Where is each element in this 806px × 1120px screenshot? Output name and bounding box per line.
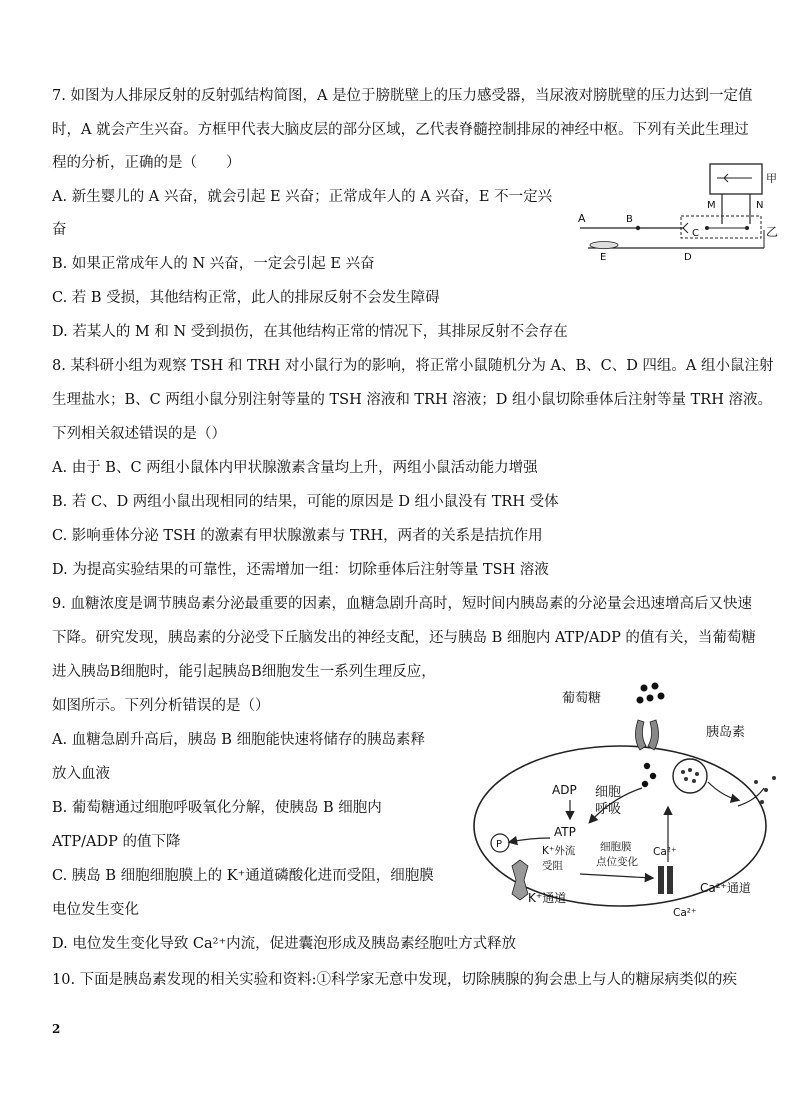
q9-option-c-cont: 电位发生变化: [52, 902, 139, 918]
calcium-channel-label: Ca²⁺通道: [700, 881, 751, 895]
q8-stem-line-1: 8. 某科研小组为观察 TSH 和 TRH 对小鼠行为的影响，将正常小鼠随机分为 A、B、C、D 四组。A 组小鼠注射: [52, 358, 774, 374]
calcium-outside-label: Ca²⁺: [673, 907, 697, 919]
membrane-label-2: 点位变化: [596, 856, 638, 868]
q9-option-c: C. 胰岛 B 细胞细胞膜上的 K⁺通道磷酸化进而受阻，细胞膜: [52, 868, 434, 884]
adp-label: ADP: [552, 783, 577, 797]
a-label: A: [578, 212, 586, 225]
q8-stem-line-3: 下列相关叙述错误的是（）: [52, 426, 226, 442]
q8-option-d: D. 为提高实验结果的可靠性，还需增加一组：切除垂体后注射等量 TSH 溶液: [52, 562, 549, 578]
insulin-label: 胰岛素: [706, 725, 746, 740]
respiration-label-1: 细胞: [595, 785, 622, 800]
q9-stem-line-2: 下降。研究发现，胰岛素的分泌受下丘脑发出的神经支配，还与胰岛 B 细胞内 ATP/ADP 的值有关，当葡萄糖: [52, 630, 756, 646]
page-number: 2: [52, 1022, 61, 1036]
atp-label: ATP: [554, 825, 576, 839]
k-channel-label: K⁺通道: [528, 891, 567, 905]
d-label: D: [684, 252, 692, 263]
q9-option-b: B. 葡萄糖通过细胞呼吸氧化分解，使胰岛 B 细胞内: [52, 800, 382, 816]
q9-option-d: D. 电位发生变化导致 Ca²⁺内流，促进囊泡形成及胰岛素经胞吐方式释放: [52, 936, 517, 952]
q9-option-a: A. 血糖急剧升高后，胰岛 B 细胞能快速将储存的胰岛素释: [52, 732, 426, 748]
q9-option-b-cont: ATP/ADP 的值下降: [52, 834, 181, 850]
q7-stem-line-3: 程的分析，正确的是（ ）: [52, 155, 241, 171]
q7-option-d: D. 若某人的 M 和 N 受到损伤，在其他结构正常的情况下，其排尿反射不会存在: [52, 324, 568, 340]
q7-stem-line-2: 时，A 就会产生兴奋。方框甲代表大脑皮层的部分区域，乙代表脊髓控制排尿的神经中枢。下列有关此生理过: [52, 122, 749, 138]
membrane-label-1: 细胞膜: [600, 841, 632, 853]
phosphate-label: P: [496, 839, 503, 850]
q7-option-b: B. 如果正常成年人的 N 兴奋，一定会引起 E 兴奋: [52, 256, 375, 272]
yi-label: 乙: [766, 225, 779, 239]
beta-cell-figure: [470, 678, 790, 923]
q10-stem-line-1: 10. 下面是胰岛素发现的相关实验和资料:①科学家无意中发现，切除胰腺的狗会患上与人的糖尿病类似的疾: [52, 972, 738, 988]
m-label: M: [707, 200, 716, 211]
n-label: N: [756, 200, 764, 211]
q8-option-a: A. 由于 B、C 两组小鼠体内甲状腺激素含量均上升，两组小鼠活动能力增强: [52, 460, 538, 476]
q7-option-a: A. 新生婴儿的 A 兴奋，就会引起 E 兴奋；正常成年人的 A 兴奋，E 不一定兴: [52, 189, 553, 205]
q7-option-c: C. 若 B 受损，其他结构正常，此人的排尿反射不会发生障碍: [52, 290, 440, 306]
e-label: E: [600, 252, 607, 263]
k-efflux-label-2: 受阻: [542, 860, 563, 872]
q9-stem-line-3: 进入胰岛B细胞时，能引起胰岛B细胞发生一系列生理反应，: [52, 664, 436, 680]
q9-stem-line-4: 如图所示。下列分析错误的是（）: [52, 698, 270, 714]
q7-option-a-cont: 奋: [52, 222, 67, 238]
k-efflux-label-1: K⁺外流: [542, 845, 576, 857]
q8-option-c: C. 影响垂体分泌 TSH 的激素有甲状腺激素与 TRH，两者的关系是拮抗作用: [52, 528, 543, 544]
c-label: C: [692, 228, 699, 239]
calcium-influx-label: Ca²⁺: [653, 846, 677, 858]
q8-stem-line-2: 生理盐水；B、C 两组小鼠分别注射等量的 TSH 溶液和 TRH 溶液；D 组小鼠切除垂体后注射等量 TRH 溶液。: [52, 392, 772, 408]
q9-option-a-cont: 放入血液: [52, 766, 110, 782]
q7-stem-line-1: 7. 如图为人排尿反射的反射弧结构简图，A 是位于膀胱壁上的压力感受器，当尿液对膀胱壁的压力达到一定值: [52, 88, 753, 104]
b-label: B: [626, 214, 633, 225]
respiration-label-2: 呼吸: [595, 802, 622, 817]
q9-stem-line-1: 9. 血糖浓度是调节胰岛素分泌最重要的因素，血糖急剧升高时，短时间内胰岛素的分泌量会迅速增高后又快速: [52, 596, 752, 612]
glucose-label: 葡萄糖: [562, 691, 602, 706]
jia-label: 甲: [766, 172, 777, 185]
reflex-arc-figure: [576, 160, 779, 265]
q8-option-b: B. 若 C、D 两组小鼠出现相同的结果，可能的原因是 D 组小鼠没有 TRH 受体: [52, 494, 559, 510]
